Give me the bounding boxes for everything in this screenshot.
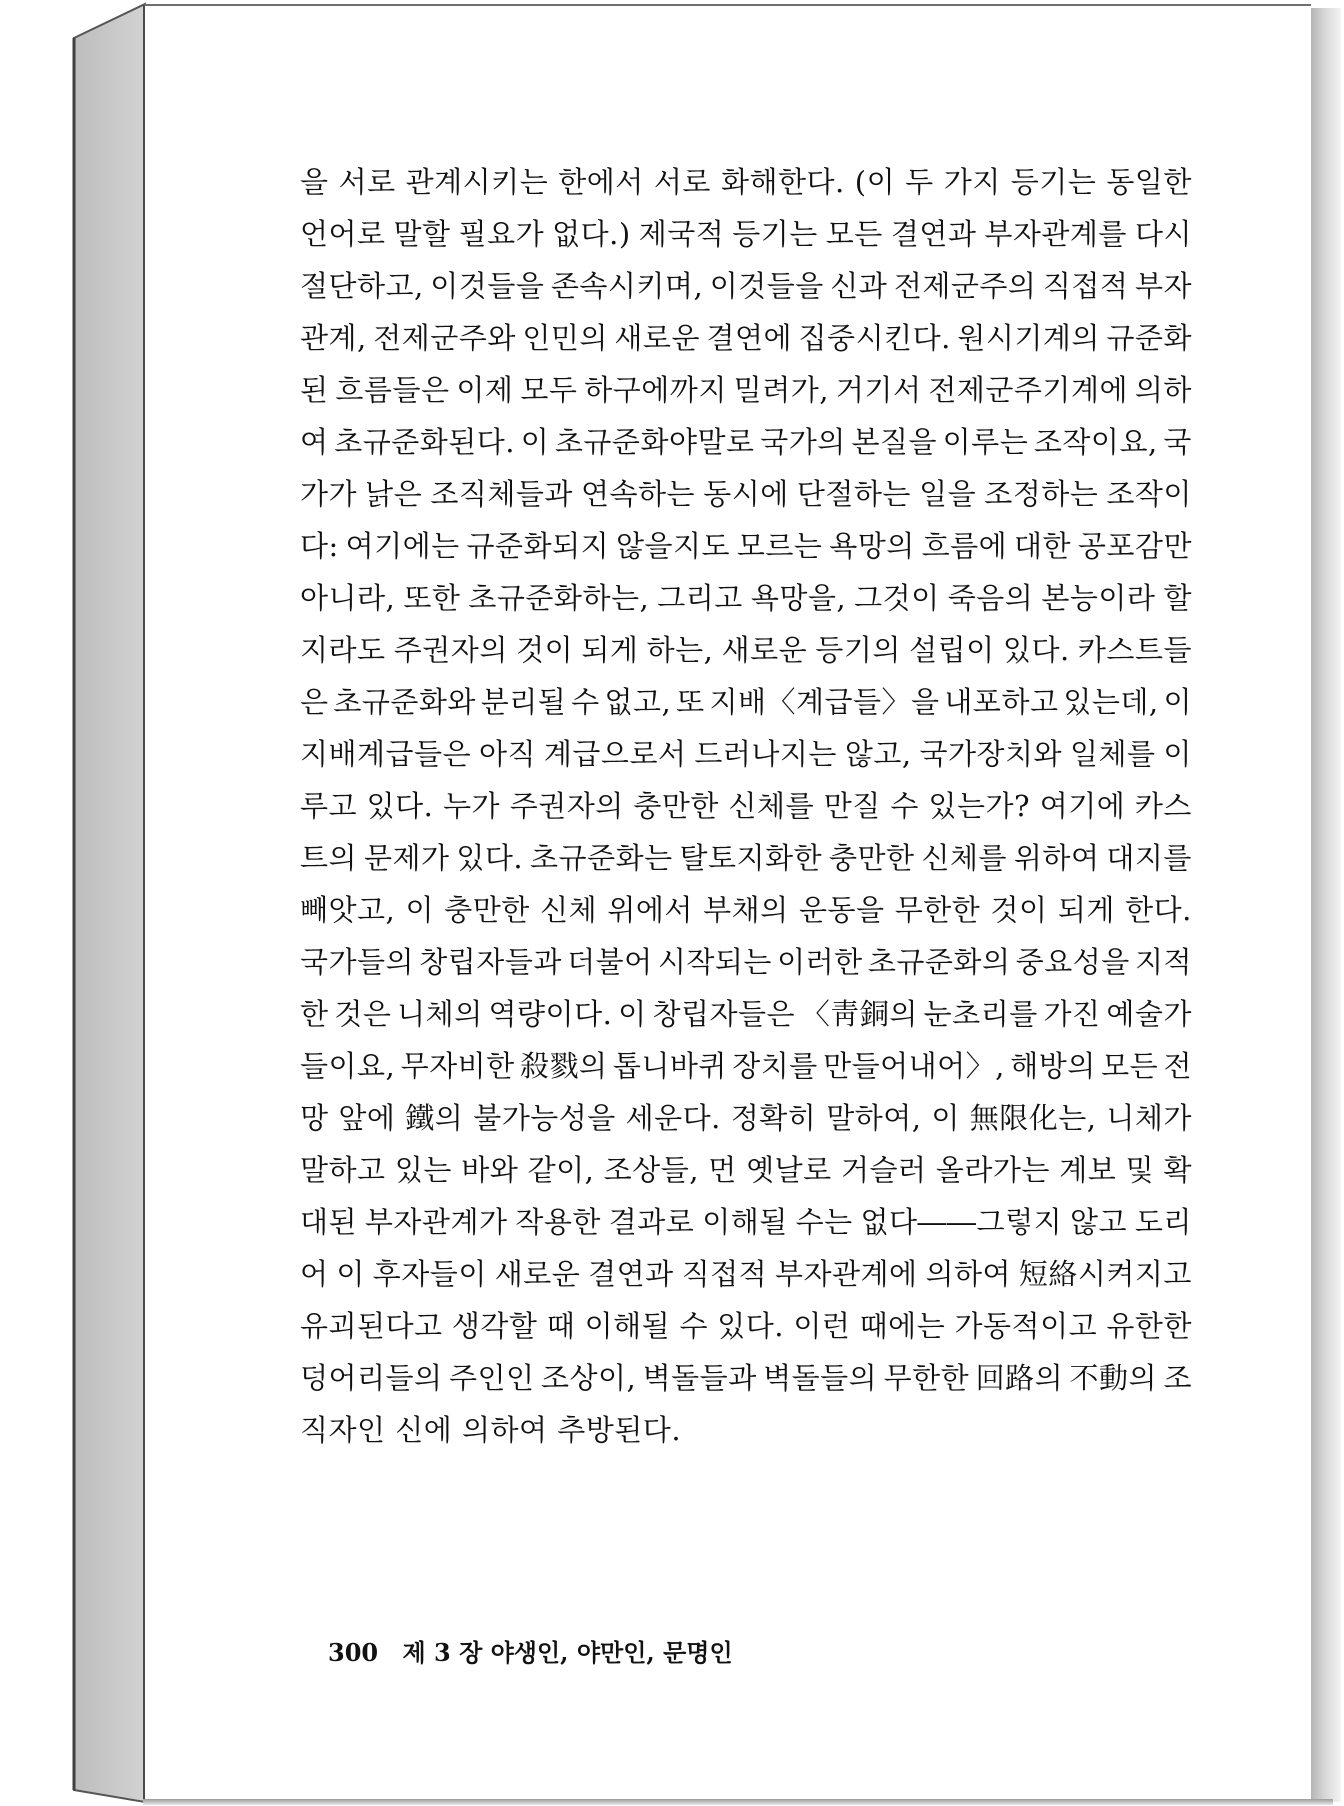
body-line: 국가들의 창립자들과 더불어 시작되는 이러한 초규준화의 중요성을 지적 <box>300 945 1192 979</box>
body-line: 아니라, 또한 초규준화하는, 그리고 욕망을, 그것이 죽음의 본능이라 할 <box>300 581 1192 615</box>
body-line: 절단하고, 이것들을 존속시키며, 이것들을 신과 전제군주의 직접적 부자 <box>300 269 1192 303</box>
chapter-title: 제 3 장 야생인, 야만인, 문명인 <box>402 1638 733 1667</box>
page-bottom-shadow <box>143 1799 1333 1805</box>
body-line: 어 이 후자들이 새로운 결연과 직접적 부자관계에 의하여 短絡시켜지고 <box>300 1257 1192 1291</box>
body-line: 덩어리들의 주인인 조상이, 벽돌들과 벽돌들의 무한한 回路의 不動의 조 <box>300 1361 1192 1395</box>
body-line: 된 흐름들은 이제 모두 하구에까지 밀려가, 거기서 전제군주기계에 의하 <box>300 373 1192 407</box>
body-line: 대된 부자관계가 작용한 결과로 이해될 수는 없다――그렇지 않고 도리 <box>300 1205 1192 1239</box>
body-line: 직자인 신에 의하여 추방된다. <box>300 1413 682 1447</box>
body-line: 말하고 있는 바와 같이, 조상들, 먼 옛날로 거슬러 올라가는 계보 및 확 <box>300 1153 1192 1187</box>
body-line: 빼앗고, 이 충만한 신체 위에서 부채의 운동을 무한한 것이 되게 한다. <box>300 893 1192 927</box>
page-edge-shadow <box>1311 8 1341 1802</box>
body-text <box>300 156 1192 1456</box>
body-line: 한 것은 니체의 역량이다. 이 창립자들은 〈靑銅의 눈초리를 가진 예술가 <box>300 997 1192 1031</box>
page-number: 300 <box>328 1638 379 1667</box>
body-line: 을 서로 관계시키는 한에서 서로 화해한다. (이 두 가지 등기는 동일한 <box>300 165 1192 199</box>
body-line: 유괴된다고 생각할 때 이해될 수 있다. 이런 때에는 가동적이고 유한한 <box>300 1309 1192 1343</box>
body-line: 여 초규준화된다. 이 초규준화야말로 국가의 본질을 이루는 조작이요, 국 <box>300 425 1192 459</box>
body-line: 지배계급들은 아직 계급으로서 드러나지는 않고, 국가장치와 일체를 이 <box>300 737 1192 771</box>
body-line: 트의 문제가 있다. 초규준화는 탈토지화한 충만한 신체를 위하여 대지를 <box>300 841 1192 875</box>
body-line: 지라도 주권자의 것이 되게 하는, 새로운 등기의 설립이 있다. 카스트들 <box>300 633 1192 667</box>
body-line: 언어로 말할 필요가 없다.) 제국적 등기는 모든 결연과 부자관계를 다시 <box>300 217 1192 251</box>
body-line: 루고 있다. 누가 주권자의 충만한 신체를 만질 수 있는가? 여기에 카스 <box>300 789 1192 823</box>
body-line: 은 초규준화와 분리될 수 없고, 또 지배〈계급들〉을 내포하고 있는데, 이 <box>300 685 1192 719</box>
page-footer <box>328 1633 733 1673</box>
body-line: 다: 여기에는 규준화되지 않을지도 모르는 욕망의 흐름에 대한 공포감만 <box>300 529 1192 563</box>
body-line: 가가 낡은 조직체들과 연속하는 동시에 단절하는 일을 조정하는 조작이 <box>300 477 1192 511</box>
book-spine <box>74 4 145 1802</box>
body-line: 관계, 전제군주와 인민의 새로운 결연에 집중시킨다. 원시기계의 규준화 <box>300 321 1192 355</box>
body-line: 망 앞에 鐵의 불가능성을 세운다. 정확히 말하여, 이 無限化는, 니체가 <box>300 1101 1192 1135</box>
body-line: 들이요, 무자비한 殺戮의 톱니바퀴 장치를 만들어내어〉, 해방의 모든 전 <box>300 1049 1192 1083</box>
